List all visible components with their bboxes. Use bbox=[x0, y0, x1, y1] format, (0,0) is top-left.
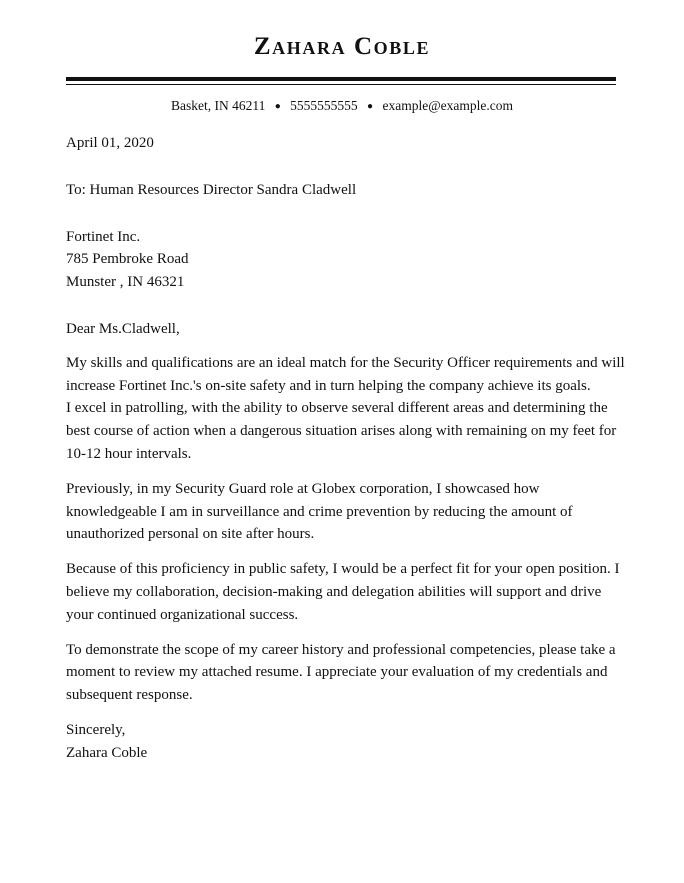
header-divider-thick bbox=[66, 77, 616, 81]
bullet-separator-icon: ● bbox=[367, 101, 374, 112]
contact-phone: 5555555555 bbox=[290, 98, 358, 113]
letter-signature: Zahara Coble bbox=[66, 744, 148, 761]
letter-paragraph: My skills and qualifications are an ideal match for the Security Officer requirements and will increase Fortinet Inc.'s on-site safety and in turn helping the company achieve its goals. bbox=[66, 354, 625, 394]
recipient-street: 785 Pembroke Road bbox=[66, 251, 189, 268]
recipient-company: Fortinet Inc. bbox=[66, 228, 141, 245]
header-divider-thin bbox=[66, 84, 616, 85]
letter-paragraph: I excel in patrolling, with the ability to observe several different areas and determining the best course of action when a dangerous situation arises along with remaining on my feet for 10-12 hour intervals. bbox=[66, 400, 617, 462]
letter-recipient: To: Human Resources Director Sandra Cladwell bbox=[66, 181, 357, 198]
letter-date: April 01, 2020 bbox=[66, 135, 154, 151]
recipient-city: Munster , IN 46321 bbox=[66, 274, 185, 291]
bullet-separator-icon: ● bbox=[274, 101, 281, 112]
letter-closing: Sincerely, bbox=[66, 721, 126, 738]
letter-salutation: Dear Ms.Cladwell, bbox=[66, 320, 180, 337]
letter-body bbox=[66, 132, 626, 765]
contact-line bbox=[0, 96, 684, 117]
contact-location: Basket, IN 46211 bbox=[171, 98, 266, 113]
letter-paragraph: To demonstrate the scope of my career history and professional competencies, please take a moment to review my attached resume. I appreciate your evaluation of my credentials and subsequent response. bbox=[66, 641, 616, 704]
applicant-name: Zahara Coble bbox=[253, 33, 431, 60]
letter-paragraph: Previously, in my Security Guard role at Globex corporation, I showcased how knowledgeable I am in surveillance and crime prevention by reducing the amount of unauthorized personal on site after hours. bbox=[66, 480, 573, 543]
letter-paragraph: Because of this proficiency in public safety, I would be a perfect fit for your open position. I believe my collaboration, decision-making and delegation abilities will support and drive your continued organizational success. bbox=[66, 561, 620, 623]
contact-email: example@example.com bbox=[382, 98, 513, 113]
